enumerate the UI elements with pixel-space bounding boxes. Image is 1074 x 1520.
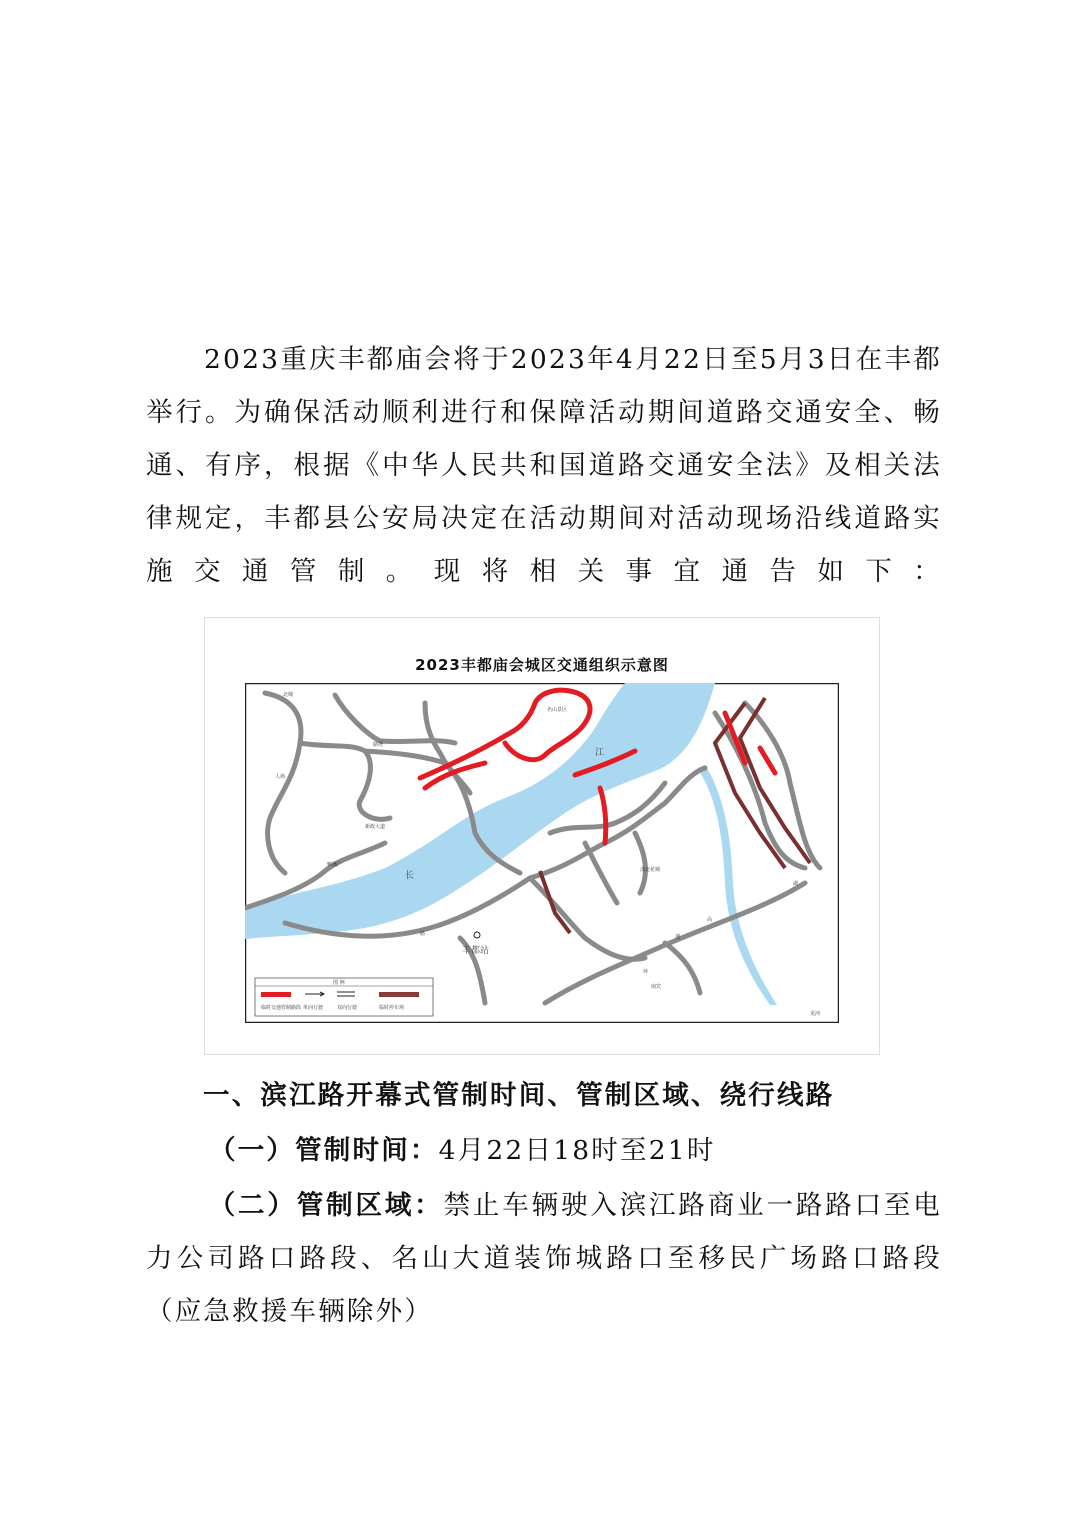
- section-1-1-label: （一）管制时间：: [209, 1135, 439, 1166]
- intro-paragraph: 2023重庆丰都庙会将于2023年4月22日至5月3日在丰都举行。为确保活动顺利进行和保障活动期间道路交通安全、畅通、有序，根据《中华人民共和国道路交通安全法》及相关法律规定，丰都县公安局决定在活动期间对活动现场沿线道路实施交通管制。现将相关事宜通告如下：: [146, 344, 942, 587]
- legend-item-3: 临时停车场: [379, 1005, 405, 1011]
- section-1-2: [146, 1179, 942, 1338]
- traffic-map-figure: [204, 617, 880, 1055]
- legend-item-0: 临时交通管制路段: [261, 1005, 302, 1011]
- map-title: 2023丰都庙会城区交通组织示意图: [415, 656, 669, 674]
- road-label-lu: 路: [420, 931, 426, 937]
- area-label-sw: 鸭溪广: [327, 862, 343, 868]
- area-label-center: 清北花城: [640, 867, 661, 873]
- river-label-a: 长: [405, 871, 415, 881]
- corner-label-tl: 北城: [283, 692, 294, 698]
- river-label-b: 江: [595, 748, 605, 758]
- map-legend: [255, 978, 433, 1016]
- legend-item-1: 单向行驶: [303, 1005, 324, 1011]
- section-1-2-text: 禁止车辆驶入滨江路商业一路路口至电力公司路口路段、名山大道装饰城路口至移民广场路口路段（应急救援车辆除外）: [146, 1190, 942, 1327]
- section-1-1-text: 4月22日18时至21时: [438, 1135, 716, 1166]
- area-label-mid: 新政大道: [365, 824, 386, 830]
- traffic-map: [245, 683, 839, 1023]
- road-label-top: 路塔: [373, 742, 384, 748]
- road-label-hu: 湖: [793, 881, 799, 887]
- section-1-1: [209, 1124, 949, 1177]
- legend-title: 图 例: [333, 980, 345, 986]
- legend-parking-swatch: [379, 992, 419, 997]
- area-label-nanbin: 南宾: [651, 984, 662, 990]
- road-label-su: 速: [675, 934, 681, 940]
- section-1-2-label: （二）管制区域：: [208, 1190, 444, 1221]
- road-label-huan: 环: [643, 969, 649, 975]
- area-label-west: 人场: [275, 774, 286, 780]
- area-label-top: 名山景区: [547, 707, 568, 713]
- road-label-gao: 高: [707, 917, 713, 923]
- legend-control-swatch: [261, 992, 291, 997]
- station-label: 丰都站: [462, 946, 490, 956]
- corner-label-br: 龙河: [810, 1011, 821, 1017]
- section-1-title: 一、滨江路开幕式管制时间、管制区域、绕行线路: [203, 1080, 835, 1111]
- legend-item-2: 双向行驶: [337, 1005, 358, 1011]
